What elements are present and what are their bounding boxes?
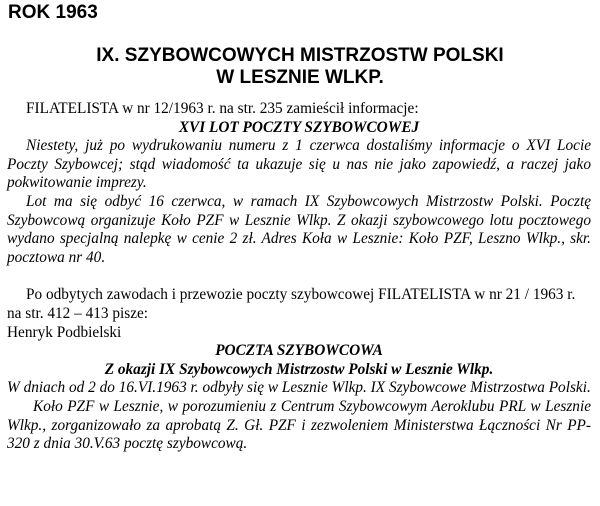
article-body [7,100,591,454]
section2-paragraph: Koło PZF w Lesznie, w porozumieniu z Centrum Szybowcowym Aeroklubu PRL w Lesznie Wlkp., zorganizowało za aprobatą Z. Gł. PZF i zezwoleniem Ministerstwa Łączności Nr PP-320 z dnia 30.V.63 pocztę szybowcową. [7,397,591,453]
page-title: IX. SZYBOWCOWYCH MISTRZOSTW POLSKI [96,45,504,66]
author-name: Henryk Podbielski [7,323,122,341]
section1-paragraph: Niestety, już po wydrukowaniu numeru z 1 czerwca dostaliśmy informacje o XVI Locie Poczty Szybowcej; stąd wiadomość ta ukazuje się u nas nie jako zapowiedź, a raczej jako pokwitowanie imprezy. [7,137,591,192]
section2-subheading: Z okazji IX Szybowcowych Mistrzostw Polski w Lesznie Wlkp. [104,360,494,378]
section1-paragraph: Lot ma się odbyć 16 czerwca, w ramach IX Szybowcowych Mistrzostw Polski. Pocztę Szybowcową organizuje Koło PZF w Lesznie Wlkp. Z okazji szybowcowego lotu pocztowego wydano specjalną nalepkę w cenie 2 zł. Adres Koła w Lesznie: Koło PZF, Leszno Wlkp., skr. pocztowa nr 40. [7,192,591,266]
section1-heading: XVI LOT POCZTY SZYBOWCOWEJ [178,118,420,136]
spacer [7,267,591,286]
section2-paragraph: W dniach od 2 do 16.VI.1963 r. odbyły się w Lesznie Wlkp. IX Szybowcowe Mistrzostwa Polski. [7,379,591,397]
year-label: ROK 1963 [8,2,98,23]
section2-heading: POCZTA SZYBOWCOWA [215,342,383,360]
section2-intro: Po odbytych zawodach i przewozie poczty szybowcowej FILATELISTA w nr 21 / 1963 r. na str. 412 – 413 pisze: [7,286,576,322]
section1-intro: FILATELISTA w nr 12/1963 r. na str. 235 zamieścił informacje: [26,100,419,117]
page-subtitle: W LESZNIE WLKP. [216,67,384,88]
